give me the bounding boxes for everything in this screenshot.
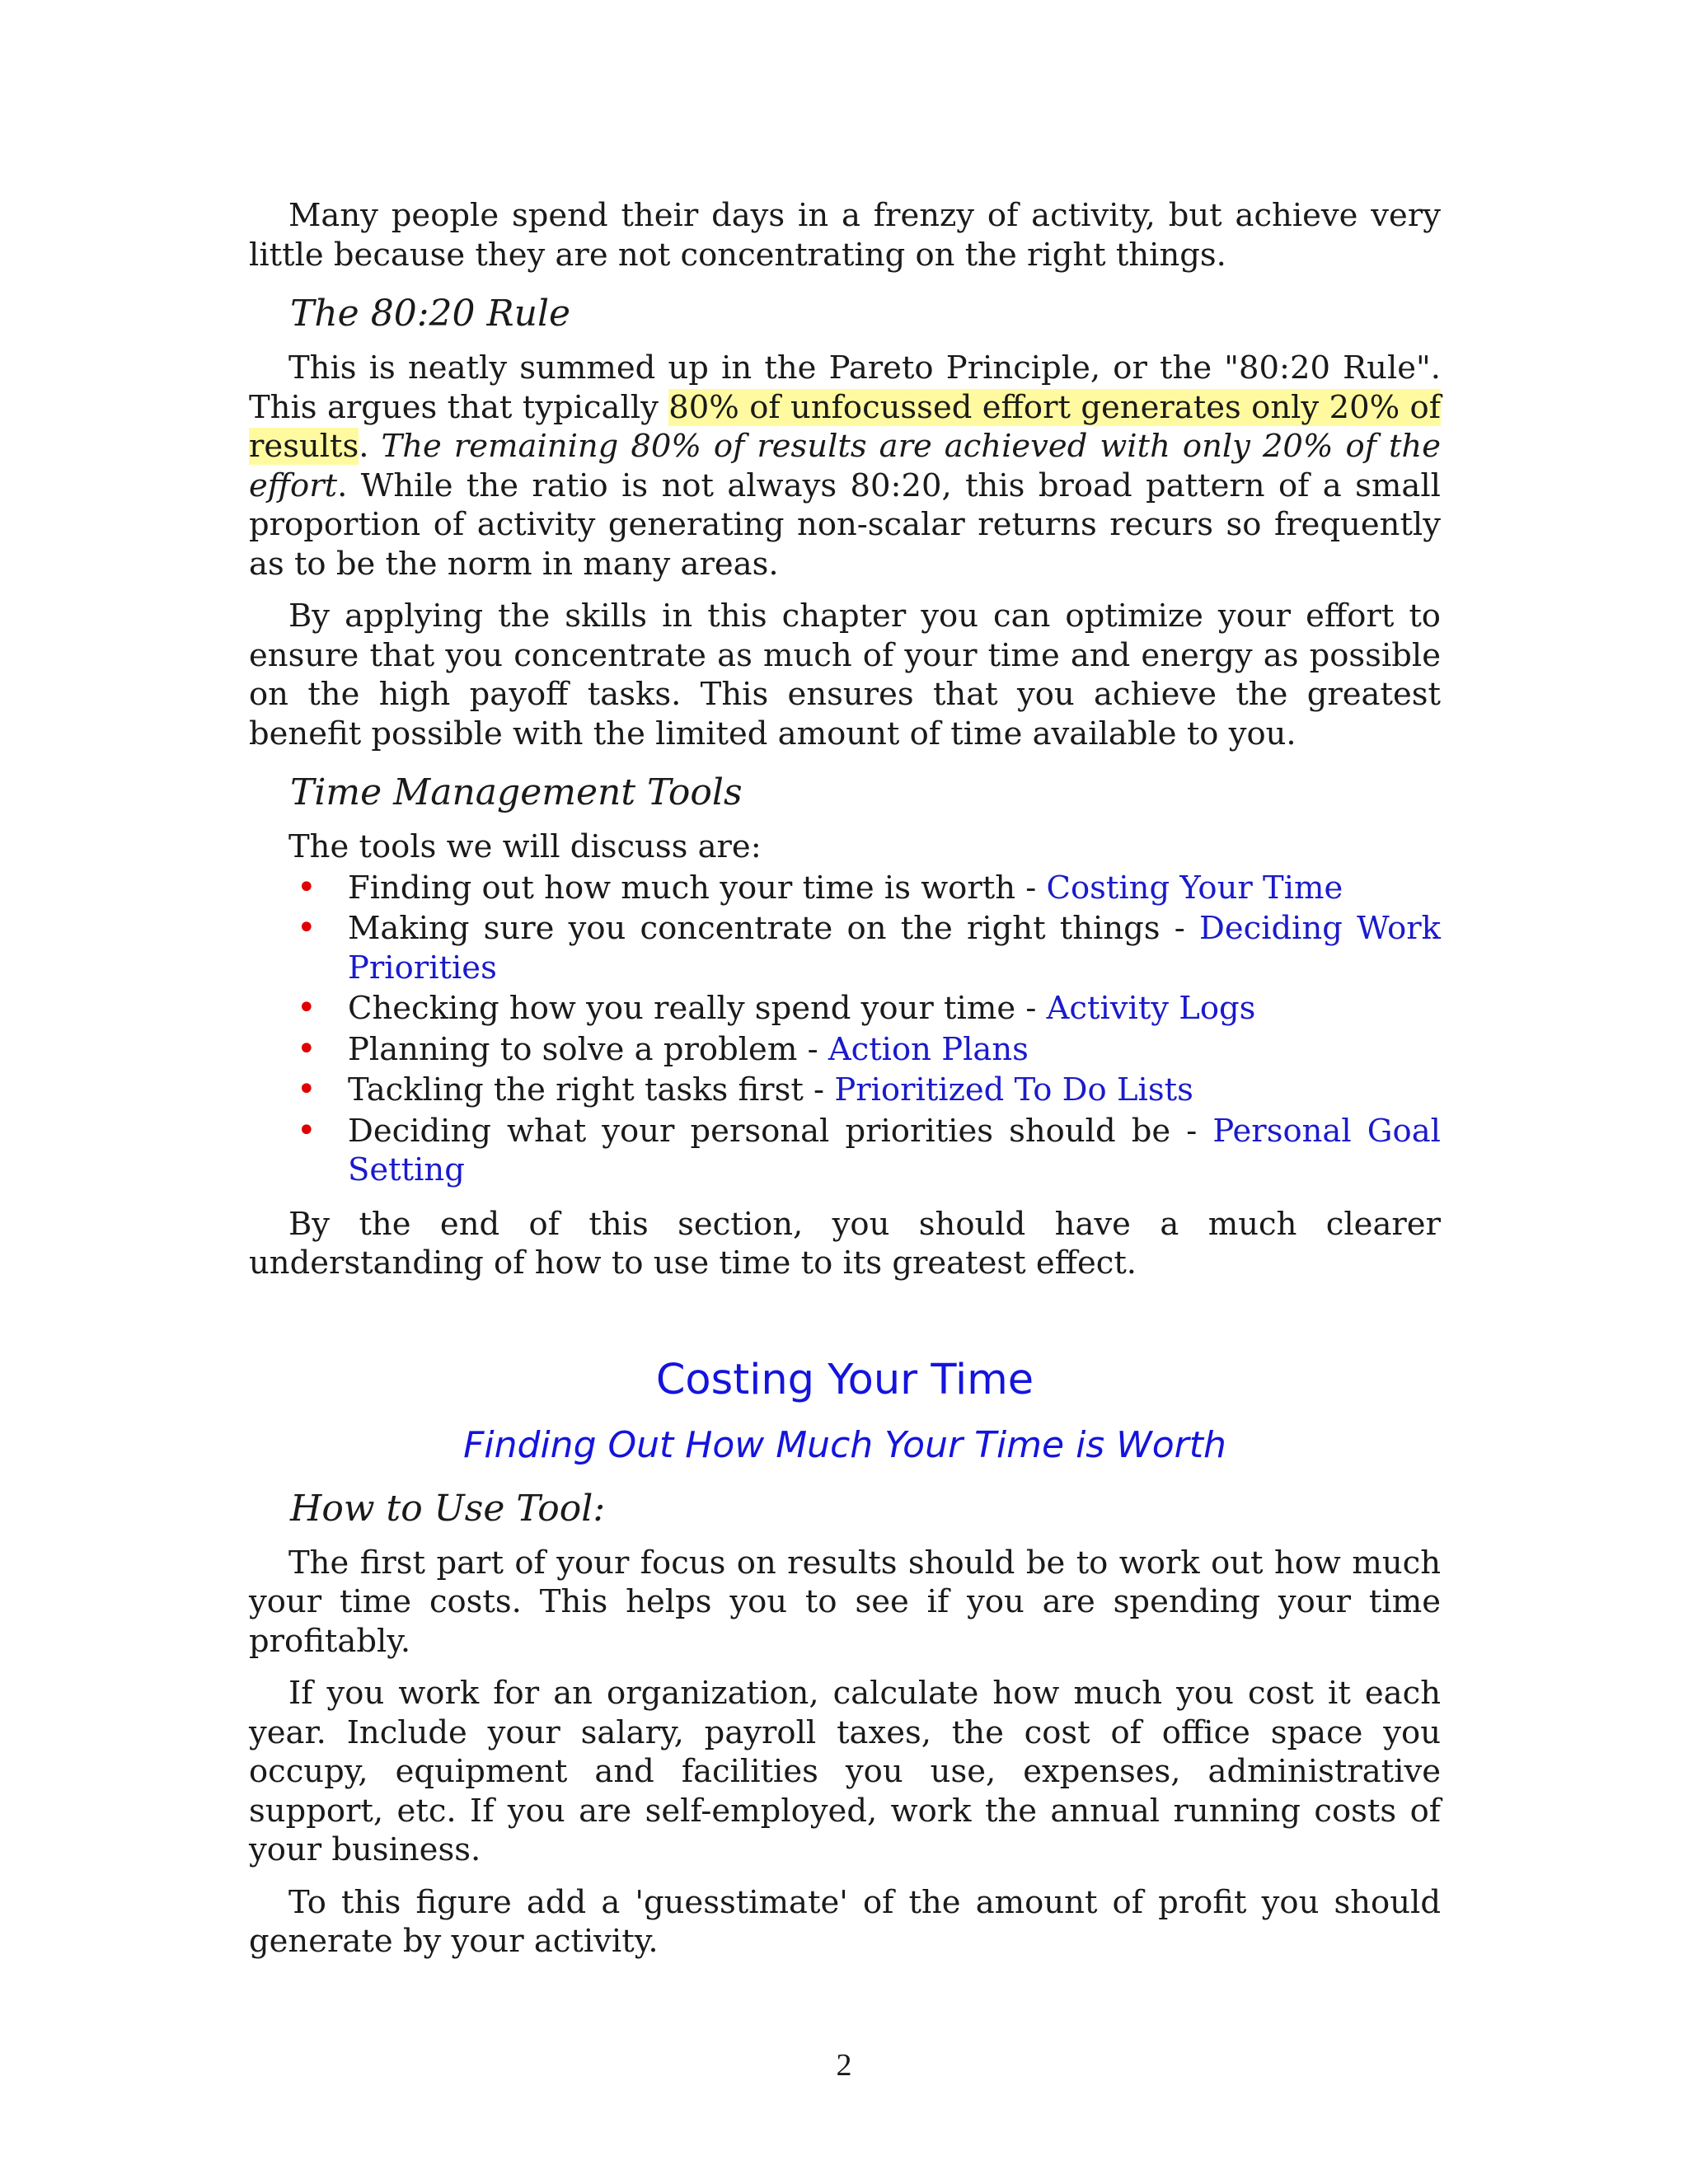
tools-heading: Time Management Tools xyxy=(290,771,743,813)
page-number: 2 xyxy=(836,2048,852,2083)
tools-list xyxy=(249,869,1441,1190)
costing-paragraph: The first part of your focus on results should be to work out how much your time costs. This helps you to see if you are spending your time profitably. xyxy=(249,1544,1441,1660)
tool-description: Finding out how much your time is worth - xyxy=(348,869,1047,907)
list-item xyxy=(297,868,1441,908)
list-item xyxy=(297,989,1441,1029)
list-item xyxy=(297,1111,1441,1190)
section-title: Costing Your Time xyxy=(655,1355,1034,1404)
list-item xyxy=(297,1071,1441,1110)
bullet-icon: • xyxy=(297,868,316,907)
costing-paragraph: To this figure add a 'guesstimate' of the amount of profit you should generate by your activity. xyxy=(249,1883,1441,1960)
link-costing-your-time[interactable]: Costing Your Time xyxy=(1046,869,1343,907)
tools-intro: The tools we will discuss are: xyxy=(288,828,762,865)
link-action-plans[interactable]: Action Plans xyxy=(828,1030,1029,1068)
rule-heading: The 80:20 Rule xyxy=(290,293,571,335)
bullet-icon: • xyxy=(297,909,316,947)
pareto-paragraph xyxy=(249,349,1441,583)
pareto-period: . xyxy=(359,428,382,465)
tool-description: Checking how you really spend your time - xyxy=(348,990,1047,1027)
tool-description: Making sure you concentrate on the right things - xyxy=(348,910,1199,947)
list-item xyxy=(297,1029,1441,1070)
closing-paragraph: By the end of this section, you should have a much clearer understanding of how to use time to its greatest effect. xyxy=(249,1205,1441,1282)
tool-description: Planning to solve a problem - xyxy=(348,1030,828,1068)
link-deciding-work-priorities[interactable]: Deciding Work Priorities xyxy=(348,910,1441,987)
section-subtitle: Finding Out How Much Your Time is Worth xyxy=(463,1423,1226,1466)
bullet-icon: • xyxy=(297,1071,316,1108)
intro-paragraph: Many people spend their days in a frenzy of activity, but achieve very little because they are not concentrating on the right things. xyxy=(249,197,1441,274)
highlighted-text: 80% of unfocussed effort generates only 20% of results xyxy=(249,388,1441,465)
bullet-icon: • xyxy=(297,1111,316,1150)
bullet-icon: • xyxy=(297,989,316,1027)
list-item xyxy=(297,909,1441,987)
costing-paragraph: If you work for an organization, calculate how much you cost it each year. Include your salary, payroll taxes, the cost of office space you occupy, equipment and facilities you use, expenses, administrative support, etc. If you are self-employed, work the annual running costs of your business. xyxy=(249,1675,1441,1868)
italic-text: The remaining 80% of results are achieved with only 20% of the effort xyxy=(249,428,1441,504)
bullet-icon: • xyxy=(297,1029,316,1068)
applying-paragraph: By applying the skills in this chapter you can optimize your effort to ensure that you concentrate as much of your time and energy as possible on the high payoff tasks. This ensures that you achieve the greatest benefit possible with the limited amount of time available to you. xyxy=(249,598,1441,752)
pareto-text-after: . While the ratio is not always 80:20, this broad pattern of a small proportion of activity generating non-scalar returns recurs so frequently as to be the norm in many areas. xyxy=(249,466,1441,583)
tool-description: Deciding what your personal priorities should be - xyxy=(348,1112,1213,1150)
link-prioritized-to-do-lists[interactable]: Prioritized To Do Lists xyxy=(834,1071,1193,1108)
link-personal-goal-setting[interactable]: Personal Goal Setting xyxy=(348,1112,1441,1188)
page-content xyxy=(249,196,1441,1975)
link-activity-logs[interactable]: Activity Logs xyxy=(1046,990,1256,1027)
how-to-heading: How to Use Tool: xyxy=(290,1487,606,1530)
pareto-text-before: This is neatly summed up in the Pareto Principle, or the "80:20 Rule". This argues that typically xyxy=(249,349,1441,426)
tool-description: Tackling the right tasks first - xyxy=(348,1071,835,1108)
